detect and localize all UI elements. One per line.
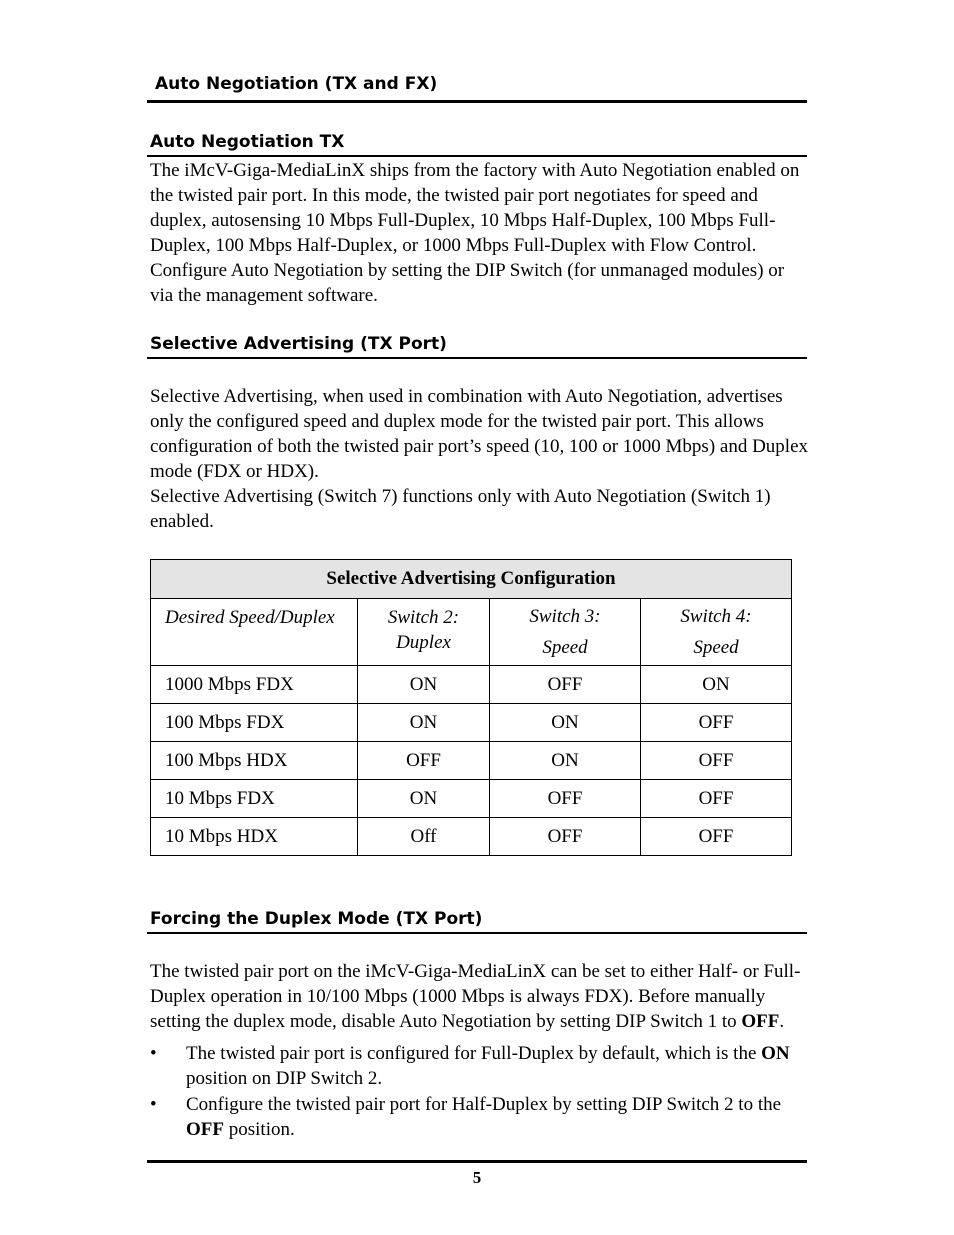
row-switch-3: OFF [490, 780, 641, 818]
forcing-duplex-body [150, 959, 810, 1034]
row-switch-3: ON [490, 704, 641, 742]
selective-advertising-heading: Selective Advertising (TX Port) [150, 334, 447, 354]
bullet-icon: • [150, 1094, 157, 1115]
table-row [151, 818, 792, 856]
forcing-duplex-rule [147, 932, 807, 934]
selective-advertising-text-1: Selective Advertising, when used in combination with Auto Negotiation, advertises only the configured speed and duplex mode for the twisted pair port. This allows configuration of both the twisted pair port’s speed (10, 100 or 1000 Mbps) and Duplex mode (FDX or HDX). [150, 386, 809, 482]
table-row [151, 742, 792, 780]
row-mode: 10 Mbps HDX [151, 818, 358, 856]
auto-negotiation-tx-body [150, 158, 810, 308]
table-row [151, 780, 792, 818]
selective-advertising-table [150, 559, 792, 856]
page-number: 5 [472, 1168, 482, 1187]
row-switch-2: ON [358, 780, 490, 818]
row-switch-2: Off [358, 818, 490, 856]
row-mode: 100 Mbps FDX [151, 704, 358, 742]
header-col4-line1: Switch 4: [680, 606, 752, 627]
forcing-text-suffix: . [779, 1011, 785, 1032]
header-switch-2 [358, 599, 490, 666]
row-switch-3: ON [490, 742, 641, 780]
table-title: Selective Advertising Configuration [151, 560, 792, 599]
table-row [151, 666, 792, 704]
bullet-text-prefix: The twisted pair port is configured for Full-Duplex by default, which is the [186, 1043, 762, 1064]
footer-rule [147, 1160, 807, 1163]
header-col2-line1: Switch 2: [387, 607, 460, 628]
row-switch-4: OFF [641, 780, 792, 818]
header-switch-4 [641, 599, 792, 666]
forcing-duplex-bullets [150, 1041, 800, 1143]
header-col3-line2: Speed [542, 637, 588, 658]
row-mode: 1000 Mbps FDX [151, 666, 358, 704]
section-title: Auto Negotiation (TX and FX) [155, 74, 438, 94]
auto-negotiation-tx-rule [147, 155, 807, 157]
forcing-text-prefix: The twisted pair port on the iMcV-Giga-MediaLinX can be set to either Half- or Full-Duplex operation in 10/100 Mbps (1000 Mbps is always FDX). Before manually setting the duplex mode, disable Auto Negotiation by setting DIP Switch 1 to [150, 961, 801, 1032]
bullet-text-bold: OFF [186, 1119, 224, 1140]
auto-negotiation-tx-heading: Auto Negotiation TX [150, 132, 345, 152]
header-col1-label: Desired Speed/Duplex [165, 607, 335, 628]
row-switch-2: ON [358, 704, 490, 742]
row-mode: 100 Mbps HDX [151, 742, 358, 780]
header-desired-speed-duplex [151, 599, 358, 666]
bullet-icon: • [150, 1043, 157, 1064]
bullet-text-prefix: Configure the twisted pair port for Half-Duplex by setting DIP Switch 2 to the [186, 1094, 782, 1115]
selective-advertising-body [150, 384, 810, 534]
table-row [151, 704, 792, 742]
row-switch-2: OFF [358, 742, 490, 780]
row-mode: 10 Mbps FDX [151, 780, 358, 818]
auto-negotiation-tx-text: The iMcV-Giga-MediaLinX ships from the factory with Auto Negotiation enabled on the twisted pair port. In this mode, the twisted pair port negotiates for speed and duplex, autosensing 10 Mbps Full-Duplex, 10 Mbps Half-Duplex, 100 Mbps Full-Duplex, 100 Mbps Half-Duplex, or 1000 Mbps Full-Duplex with Flow Control. Configure Auto Negotiation by setting the DIP Switch (for unmanaged modules) or via the management software. [150, 160, 800, 306]
list-item [150, 1041, 800, 1091]
selective-advertising-text-2: Selective Advertising (Switch 7) functions only with Auto Negotiation (Switch 1) enabled. [150, 486, 771, 532]
table-header-row [151, 599, 792, 666]
bullet-text-suffix: position on DIP Switch 2. [186, 1068, 383, 1089]
header-col2-line2: Duplex [396, 632, 451, 653]
row-switch-4: OFF [641, 704, 792, 742]
bullet-text-suffix: position. [224, 1119, 295, 1140]
selective-advertising-rule [147, 357, 807, 359]
list-item [150, 1092, 800, 1142]
row-switch-3: OFF [490, 666, 641, 704]
row-switch-2: ON [358, 666, 490, 704]
header-col4-line2: Speed [693, 637, 739, 658]
section-title-rule [147, 100, 807, 103]
forcing-text-bold: OFF [741, 1011, 780, 1032]
forcing-duplex-heading: Forcing the Duplex Mode (TX Port) [150, 909, 483, 929]
row-switch-4: OFF [641, 742, 792, 780]
row-switch-3: OFF [490, 818, 641, 856]
row-switch-4: ON [641, 666, 792, 704]
row-switch-4: OFF [641, 818, 792, 856]
forcing-duplex-text [150, 959, 810, 1034]
header-switch-3 [490, 599, 641, 666]
table-title-row [151, 560, 792, 599]
bullet-text-bold: ON [761, 1043, 790, 1064]
header-col3-line1: Switch 3: [529, 606, 601, 627]
